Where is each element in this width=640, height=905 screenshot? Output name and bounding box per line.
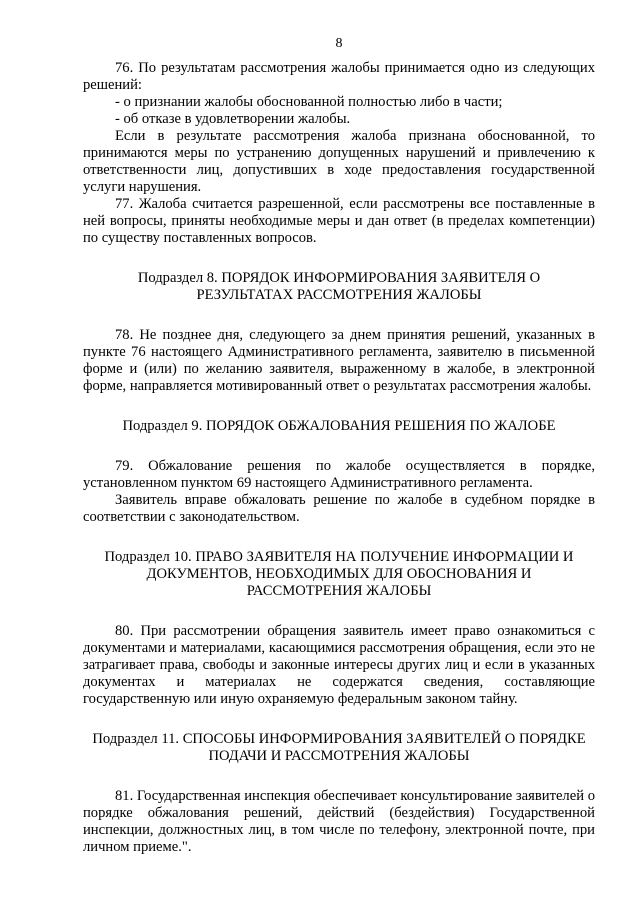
paragraph-79-court: Заявитель вправе обжаловать решение по жалобе в судебном порядке в соответствии с законодательством. — [83, 492, 595, 525]
paragraph-76-measures: Если в результате рассмотрения жалоба признана обоснованной, то принимаются меры по устранению допущенных нарушений и привлечению к ответственности лиц, допустивших в ходе предоставления государственной услуги нарушения. — [83, 128, 595, 195]
paragraph-76-option-2: - об отказе в удовлетворении жалобы. — [115, 111, 351, 127]
paragraph-78: 78. Не позднее дня, следующего за днем принятия решений, указанных в пункте 76 настоящего Административного регламента, заявителю в письменной форме и (или) по желанию заявителя, выраженному в жалобе, в электронной форме, направляется мотивированный ответ о результатах рассмотрения жалобы. — [83, 327, 595, 394]
paragraph-76-intro: 76. По результатам рассмотрения жалобы принимается одно из следующих решений: — [83, 60, 595, 93]
section-heading-10: Подраздел 10. ПРАВО ЗАЯВИТЕЛЯ НА ПОЛУЧЕНИЕ ИНФОРМАЦИИ И ДОКУМЕНТОВ, НЕОБХОДИМЫХ ДЛЯ ОБОСНОВАНИЯ И РАССМОТРЕНИЯ ЖАЛОБЫ — [104, 549, 574, 599]
section-heading-8: Подраздел 8. ПОРЯДОК ИНФОРМИРОВАНИЯ ЗАЯВИТЕЛЯ О РЕЗУЛЬТАТАХ РАССМОТРЕНИЯ ЖАЛОБЫ — [137, 270, 541, 303]
page-number: 8 — [335, 36, 343, 51]
paragraph-79: 79. Обжалование решения по жалобе осуществляется в порядке, установленном пунктом 69 настоящего Административного регламента. — [83, 458, 595, 491]
section-heading-9: Подраздел 9. ПОРЯДОК ОБЖАЛОВАНИЯ РЕШЕНИЯ ПО ЖАЛОБЕ — [122, 418, 556, 434]
paragraph-81: 81. Государственная инспекция обеспечивает консультирование заявителей о порядке обжалования решений, действий (бездействия) Государственной инспекции, должностных лиц, в том числе по телефону, электронной почте, при личном приеме.". — [83, 788, 595, 855]
paragraph-77: 77. Жалоба считается разрешенной, если рассмотрены все поставленные в ней вопросы, приняты необходимые меры и дан ответ (в пределах компетенции) по существу поставленных вопросов. — [83, 196, 595, 246]
section-heading-11: Подраздел 11. СПОСОБЫ ИНФОРМИРОВАНИЯ ЗАЯВИТЕЛЕЙ О ПОРЯДКЕ ПОДАЧИ И РАССМОТРЕНИЯ ЖАЛОБЫ — [92, 731, 586, 764]
paragraph-76-option-1: - о признании жалобы обоснованной полностью либо в части; — [115, 94, 503, 110]
paragraph-80: 80. При рассмотрении обращения заявитель имеет право ознакомиться с документами и материалами, касающимися рассмотрения обращения, если это не затрагивает права, свободы и законные интересы других лиц и если в указанных документах и материалах не содержатся сведения, составляющие государственную или иную охраняемую федеральным законом тайну. — [83, 623, 595, 707]
